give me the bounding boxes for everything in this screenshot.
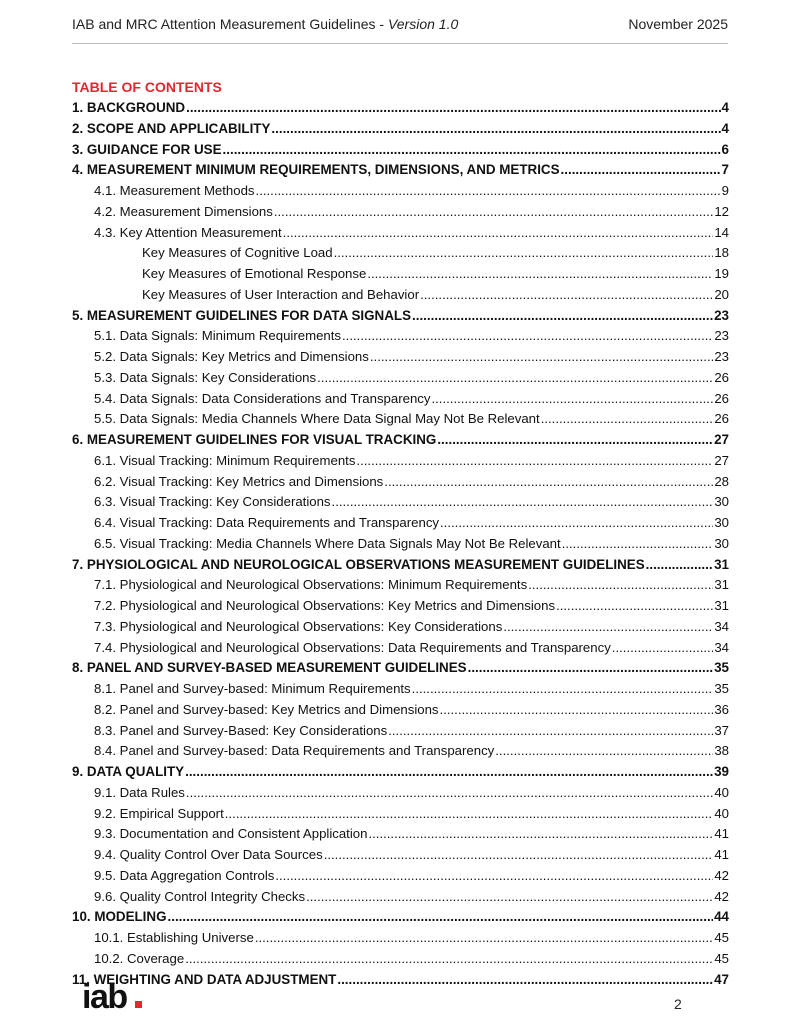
toc-dot-leader (283, 223, 714, 244)
toc-dot-leader (370, 347, 713, 368)
toc-entry-title: 7.3. Physiological and Neurological Observations: Key Considerations (94, 618, 503, 634)
toc-entry-page: 4 (721, 120, 729, 136)
toc-entry-title: 9. DATA QUALITY (72, 764, 185, 779)
toc-dot-leader (185, 949, 713, 970)
toc-entry[interactable] (72, 658, 729, 679)
toc-entry[interactable] (72, 223, 729, 244)
toc-entry-page: 38 (714, 743, 729, 759)
toc-entry-title: 5. MEASUREMENT GUIDELINES FOR DATA SIGNALS (72, 307, 411, 323)
toc-entry[interactable] (72, 762, 729, 783)
toc-entry-title: 5.2. Data Signals: Key Metrics and Dimensions (94, 349, 369, 364)
toc-entry[interactable] (72, 970, 729, 991)
toc-dot-leader (368, 824, 713, 845)
toc-entry-title: 5.3. Data Signals: Key Considerations (94, 369, 317, 385)
toc-dot-leader (332, 492, 714, 513)
toc-entry-page: 45 (714, 930, 729, 945)
toc-entry-title: 9.3. Documentation and Consistent Application (94, 826, 368, 842)
toc-entry-title: 10.1. Establishing Universe (94, 930, 254, 945)
toc-entry[interactable] (72, 824, 729, 845)
toc-dot-leader (495, 741, 713, 762)
page-number: 2 (674, 996, 682, 1012)
toc-entry-title: 5.5. Data Signals: Media Channels Where Data Signal May Not Be Relevant (94, 411, 540, 427)
header-divider (72, 43, 728, 44)
toc-entry[interactable] (72, 783, 729, 804)
toc-entry[interactable] (72, 430, 729, 451)
toc-dot-leader (168, 907, 714, 928)
toc-dot-leader (337, 970, 713, 991)
toc-entry[interactable] (72, 285, 729, 306)
toc-entry[interactable] (72, 700, 729, 721)
toc-entry-page: 4 (721, 100, 729, 115)
toc-entry-page: 41 (714, 847, 729, 862)
toc-entry[interactable] (72, 949, 729, 970)
toc-entry[interactable] (72, 534, 729, 555)
toc-entry-title: Key Measures of Emotional Response (142, 266, 367, 281)
document-title: IAB and MRC Attention Measurement Guidelines - Version 1.0 (72, 16, 459, 32)
toc-dot-leader (541, 409, 714, 430)
toc-entry[interactable] (72, 575, 729, 596)
toc-entry[interactable] (72, 866, 729, 887)
toc-entry-page: 7 (721, 162, 729, 178)
toc-dot-leader (256, 181, 721, 202)
toc-dot-leader (384, 472, 713, 493)
toc-entry-title: 4.1. Measurement Methods (94, 183, 255, 198)
toc-dot-leader (342, 326, 713, 347)
iab-logo (82, 979, 144, 1015)
toc-entry-title: 3. GUIDANCE FOR USE (72, 141, 222, 157)
toc-entry-page: 12 (714, 203, 729, 219)
toc-dot-leader (185, 762, 713, 783)
logo-text: iab (82, 979, 127, 1015)
toc-entry[interactable] (72, 638, 729, 659)
toc-entry-page: 30 (714, 515, 729, 530)
toc-entry-title: 6.1. Visual Tracking: Minimum Requirements (94, 452, 356, 468)
toc-entry-page: 41 (714, 826, 729, 842)
toc-entry[interactable] (72, 389, 729, 410)
toc-entry[interactable] (72, 409, 729, 430)
toc-entry-title: 10.2. Coverage (94, 950, 185, 966)
toc-dot-leader (612, 638, 714, 659)
toc-entry[interactable] (72, 513, 729, 534)
toc-entry-page: 23 (714, 307, 729, 323)
toc-entry[interactable] (72, 596, 729, 617)
toc-entry-page: 31 (714, 556, 729, 572)
toc-entry-title: 1. BACKGROUND (72, 100, 186, 115)
toc-dot-leader (431, 389, 713, 410)
toc-dot-leader (317, 368, 713, 389)
toc-entry-page: 35 (714, 681, 729, 696)
toc-dot-leader (306, 887, 713, 908)
toc-entry-title: 6.5. Visual Tracking: Media Channels Where Data Signals May Not Be Relevant (94, 535, 561, 551)
toc-entry[interactable] (72, 721, 729, 742)
toc-entry[interactable] (72, 326, 729, 347)
toc-dot-leader (274, 202, 713, 223)
toc-entry-title: 9.5. Data Aggregation Controls (94, 867, 275, 883)
toc-entry-page: 44 (714, 909, 729, 925)
toc-dot-leader (186, 98, 720, 119)
toc-entry-title: 8.4. Panel and Survey-based: Data Requirements and Transparency (94, 743, 495, 759)
toc-entry[interactable] (72, 243, 729, 264)
toc-dot-leader (437, 430, 713, 451)
toc-dot-leader (412, 679, 714, 700)
toc-entry-title: Key Measures of Cognitive Load (142, 245, 333, 261)
toc-dot-leader (334, 243, 714, 264)
toc-entry[interactable] (72, 451, 729, 472)
toc-entry-title: 9.4. Quality Control Over Data Sources (94, 847, 323, 862)
toc-entry[interactable] (72, 907, 729, 928)
toc-entry-title: 5.4. Data Signals: Data Considerations and Transparency (94, 390, 431, 406)
toc-entry[interactable] (72, 306, 729, 327)
toc-entry-page: 34 (714, 639, 729, 655)
toc-entry[interactable] (72, 928, 729, 949)
toc-entry-page: 45 (714, 950, 729, 966)
toc-dot-leader (271, 119, 720, 140)
toc-entry-page: 27 (714, 452, 729, 468)
toc-entry-page: 31 (714, 577, 729, 593)
toc-entry-page: 27 (714, 432, 729, 447)
toc-dot-leader (412, 306, 713, 327)
toc-heading: TABLE OF CONTENTS (72, 79, 222, 95)
toc-dot-leader (388, 721, 713, 742)
toc-entry-title: 6.4. Visual Tracking: Data Requirements and Transparency (94, 515, 440, 530)
toc-dot-leader (223, 140, 721, 161)
toc-entry-page: 14 (714, 224, 729, 240)
toc-entry-page: 42 (714, 867, 729, 883)
toc-entry[interactable] (72, 368, 729, 389)
toc-entry[interactable] (72, 492, 729, 513)
toc-entry-page: 18 (714, 245, 729, 261)
toc-entry-title: 7. PHYSIOLOGICAL AND NEUROLOGICAL OBSERVATIONS MEASUREMENT GUIDELINES (72, 556, 645, 572)
toc-entry-title: 9.6. Quality Control Integrity Checks (94, 888, 306, 904)
toc-entry-page: 30 (714, 494, 729, 510)
toc-dot-leader (255, 928, 714, 949)
toc-entry-title: 4.3. Key Attention Measurement (94, 224, 282, 240)
toc-dot-leader (562, 534, 714, 555)
toc-entry-page: 30 (714, 535, 729, 551)
toc-dot-leader (503, 617, 713, 638)
toc-entry-page: 39 (714, 764, 729, 779)
toc-dot-leader (440, 513, 713, 534)
toc-entry-page: 26 (714, 411, 729, 427)
toc-entry-title: 5.1. Data Signals: Minimum Requirements (94, 328, 342, 344)
toc-entry-title: Key Measures of User Interaction and Behavior (142, 286, 420, 302)
toc-dot-leader (275, 866, 713, 887)
toc-entry[interactable] (72, 264, 729, 285)
toc-entry-page: 6 (721, 141, 729, 157)
toc-entry-title: 2. SCOPE AND APPLICABILITY (72, 120, 271, 136)
toc-entry-page: 23 (714, 328, 729, 344)
toc-dot-leader (324, 845, 714, 866)
toc-entry-title: 11. WEIGHTING AND DATA ADJUSTMENT (72, 971, 337, 987)
toc-entry[interactable] (72, 472, 729, 493)
toc-entry[interactable] (72, 617, 729, 638)
toc-dot-leader (225, 804, 714, 825)
toc-entry[interactable] (72, 347, 729, 368)
toc-entry-page: 40 (714, 784, 729, 800)
toc-entry-page: 34 (714, 618, 729, 634)
toc-entry-title: 8. PANEL AND SURVEY-BASED MEASUREMENT GUIDELINES (72, 660, 467, 676)
toc-entry-title: 6. MEASUREMENT GUIDELINES FOR VISUAL TRACKING (72, 432, 437, 447)
toc-entry-page: 42 (714, 888, 729, 904)
toc-entry[interactable] (72, 119, 729, 140)
toc-entry-page: 26 (714, 390, 729, 406)
toc-entry-title: 10. MODELING (72, 909, 167, 925)
toc-entry-title: 9.1. Data Rules (94, 784, 185, 800)
toc-entry-page: 19 (714, 266, 729, 281)
table-of-contents (72, 98, 729, 990)
toc-entry-page: 28 (714, 473, 729, 489)
toc-entry-title: 7.1. Physiological and Neurological Observations: Minimum Requirements (94, 577, 528, 593)
toc-dot-leader (468, 658, 714, 679)
toc-entry-title: 7.4. Physiological and Neurological Observations: Data Requirements and Transparency (94, 639, 611, 655)
toc-entry-title: 8.2. Panel and Survey-based: Key Metrics and Dimensions (94, 701, 439, 717)
toc-entry[interactable] (72, 804, 729, 825)
toc-entry[interactable] (72, 887, 729, 908)
toc-entry-page: 20 (714, 286, 729, 302)
toc-dot-leader (186, 783, 713, 804)
toc-entry[interactable] (72, 98, 729, 119)
toc-entry[interactable] (72, 140, 729, 161)
toc-dot-leader (356, 451, 713, 472)
toc-entry-title: 6.3. Visual Tracking: Key Considerations (94, 494, 331, 510)
toc-dot-leader (556, 596, 713, 617)
toc-entry-page: 9 (721, 183, 729, 198)
toc-entry[interactable] (72, 181, 729, 202)
toc-entry[interactable] (72, 679, 729, 700)
toc-entry[interactable] (72, 555, 729, 576)
document-version: Version 1.0 (387, 16, 459, 32)
toc-entry[interactable] (72, 160, 729, 181)
toc-entry-title: 8.3. Panel and Survey-Based: Key Considerations (94, 722, 388, 738)
toc-entry-title: 7.2. Physiological and Neurological Observations: Key Metrics and Dimensions (94, 598, 556, 613)
toc-entry-title: 6.2. Visual Tracking: Key Metrics and Dimensions (94, 473, 384, 489)
toc-entry-title: 4.2. Measurement Dimensions (94, 203, 273, 219)
toc-entry-title: 4. MEASUREMENT MINIMUM REQUIREMENTS, DIMENSIONS, AND METRICS (72, 162, 560, 178)
toc-entry-page: 37 (714, 722, 729, 738)
toc-entry-page: 35 (714, 660, 729, 676)
toc-entry-title: 9.2. Empirical Support (94, 805, 224, 821)
toc-dot-leader (561, 160, 721, 181)
page-header (72, 16, 728, 32)
toc-dot-leader (440, 700, 714, 721)
toc-dot-leader (420, 285, 713, 306)
toc-dot-leader (528, 575, 713, 596)
toc-entry-page: 31 (714, 598, 729, 613)
toc-entry-page: 47 (714, 971, 729, 987)
toc-entry[interactable] (72, 741, 729, 762)
toc-entry[interactable] (72, 202, 729, 223)
logo-dot (135, 1001, 142, 1008)
document-date: November 2025 (628, 16, 728, 32)
toc-entry-title: 8.1. Panel and Survey-based: Minimum Requirements (94, 681, 411, 696)
toc-entry[interactable] (72, 845, 729, 866)
toc-entry-page: 36 (714, 701, 729, 717)
toc-dot-leader (367, 264, 713, 285)
toc-entry-page: 40 (714, 805, 729, 821)
toc-entry-page: 26 (714, 369, 729, 385)
toc-entry-page: 23 (714, 349, 729, 364)
toc-dot-leader (646, 555, 713, 576)
